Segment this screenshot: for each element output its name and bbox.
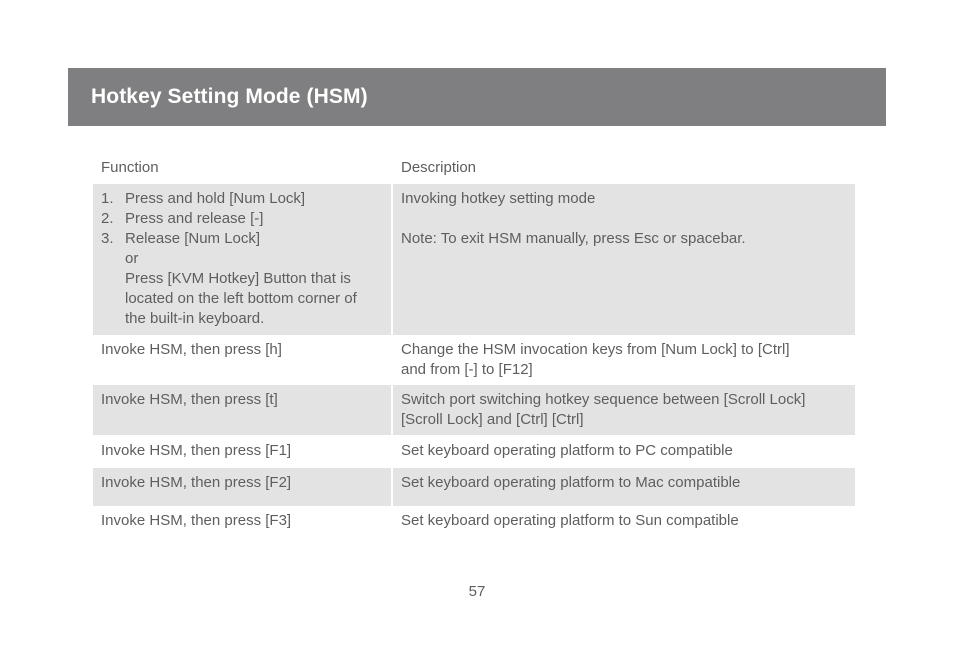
table-row bbox=[93, 335, 855, 385]
table-row bbox=[93, 468, 855, 506]
description-line: and from [-] to [F12] bbox=[401, 361, 533, 378]
description-cell: Set keyboard operating platform to Mac compatible bbox=[391, 468, 855, 506]
description-cell bbox=[391, 385, 855, 435]
function-cell: Invoke HSM, then press [F3] bbox=[101, 512, 292, 529]
steps-list bbox=[101, 189, 383, 249]
column-header-description: Description bbox=[391, 152, 855, 184]
function-cell: Invoke HSM, then press [F2] bbox=[101, 474, 292, 491]
page-number: 57 bbox=[468, 583, 486, 600]
note-text: Note: To exit HSM manually, press Esc or spacebar. bbox=[401, 230, 746, 247]
description-text: Invoking hotkey setting mode bbox=[401, 190, 596, 207]
description-cell bbox=[391, 335, 855, 385]
description-line: Change the HSM invocation keys from [Num Lock] to [Ctrl] bbox=[401, 341, 790, 358]
function-cell bbox=[93, 184, 391, 335]
description-cell: Set keyboard operating platform to PC compatible bbox=[391, 435, 855, 468]
alternative-line: the built-in keyboard. bbox=[125, 310, 265, 327]
section-header bbox=[68, 68, 886, 126]
list-item: 2. Press and release [-] bbox=[101, 210, 264, 227]
description-line: [Scroll Lock] and [Ctrl] [Ctrl] bbox=[401, 411, 584, 428]
description-cell bbox=[391, 184, 855, 335]
table-row bbox=[93, 506, 855, 538]
function-cell: Invoke HSM, then press [t] bbox=[101, 391, 278, 408]
table-row bbox=[93, 385, 855, 435]
page-title: Hotkey Setting Mode (HSM) bbox=[91, 85, 368, 108]
list-item: 1. Press and hold [Num Lock] bbox=[101, 190, 306, 207]
table-row bbox=[93, 435, 855, 468]
table-header-row bbox=[93, 152, 855, 184]
alternative-line: Press [KVM Hotkey] Button that is bbox=[125, 270, 351, 287]
list-item: 3. Release [Num Lock] bbox=[101, 230, 261, 247]
description-line: Switch port switching hotkey sequence between [Scroll Lock] bbox=[401, 391, 806, 408]
hotkey-table bbox=[93, 152, 855, 538]
alternative-line: located on the left bottom corner of bbox=[125, 290, 357, 307]
function-cell: Invoke HSM, then press [F1] bbox=[101, 442, 292, 459]
function-cell: Invoke HSM, then press [h] bbox=[101, 341, 282, 358]
description-cell: Set keyboard operating platform to Sun compatible bbox=[391, 506, 855, 538]
column-header-function: Function bbox=[101, 159, 159, 176]
table-row bbox=[93, 184, 855, 335]
or-text: or bbox=[125, 250, 139, 267]
